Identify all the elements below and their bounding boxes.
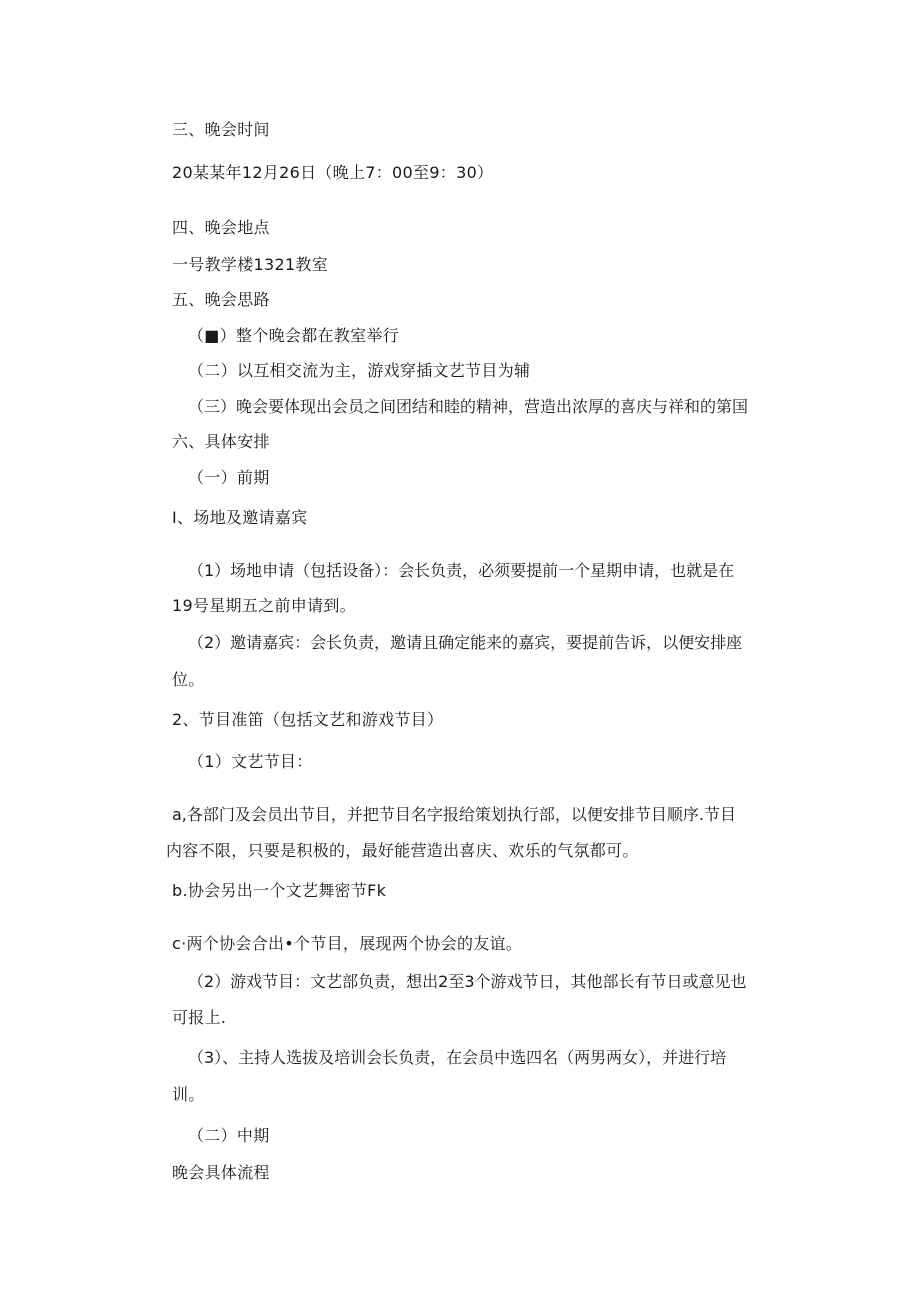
evening-venue-value: 一号教学楼1321教室	[172, 255, 329, 274]
concept-item-1: （■）整个晚会都在教室举行	[188, 326, 400, 345]
art-program-a-line-2: 内容不限，只要是积极的，最好能营造出喜庆、欢乐的气氛都可。	[166, 841, 639, 860]
game-program-line-1: （2）游戏节目：文艺部负责，想出2至3个游戏节日，其他部长有节日或意见也	[188, 972, 747, 991]
concept-item-2: （二）以互相交流为主，游戏穿插文艺节目为辅	[188, 361, 531, 380]
evening-flow-heading: 晚会具体流程	[172, 1163, 270, 1182]
heading-evening-time: 三、晚会时间	[172, 120, 270, 139]
venue-application-line-1: （1）场地申请（包括设备）：会长负责，必须要提前一个星期申请，也就是在	[188, 561, 735, 580]
art-program-a-line-1: a,各部门及会员出节目，并把节目名字报给策划执行部，以便安排节目顺序.节目	[172, 805, 736, 824]
art-program-b: b.协会另出一个文艺舞密节Fk	[172, 881, 387, 900]
subitem-art-program: （1）文艺节目：	[188, 752, 313, 771]
guest-invitation-line-1: （2）邀请嘉宾：会长负责，邀请且确定能来的嘉宾，要提前告诉，以便安排座	[188, 633, 743, 652]
subheading-middle-stage: （二）中期	[188, 1126, 270, 1145]
concept-item-3: （三）晚会要体现出会员之间团结和睦的精神，营造出浓厚的喜庆与祥和的第国	[188, 397, 749, 416]
heading-specific-arrangement: 六、具体安排	[172, 432, 270, 451]
game-program-line-2: 可报上.	[172, 1008, 227, 1027]
item-program-preparation: 2、节目准笛（包括文艺和游戏节目）	[172, 710, 444, 729]
evening-time-value: 20某某年12月26日（晚上7：00至9：30）	[172, 163, 494, 182]
host-selection-line-2: 训。	[172, 1085, 205, 1104]
host-selection-line-1: （3）、主持人选拔及培训会长负责，在会员中选四名（两男两女），并进行培	[188, 1048, 727, 1067]
guest-invitation-line-2: 位。	[172, 670, 205, 689]
subheading-early-stage: （一）前期	[188, 468, 270, 487]
art-program-c: c·两个协会合出•个节目，展现两个协会的友谊。	[172, 934, 523, 953]
heading-evening-venue: 四、晚会地点	[172, 218, 270, 237]
item-venue-and-guests: I、场地及邀请嘉宾	[172, 508, 308, 527]
venue-application-line-2: 19号星期五之前申请到。	[172, 596, 356, 615]
heading-evening-concept: 五、晚会思路	[172, 290, 270, 309]
